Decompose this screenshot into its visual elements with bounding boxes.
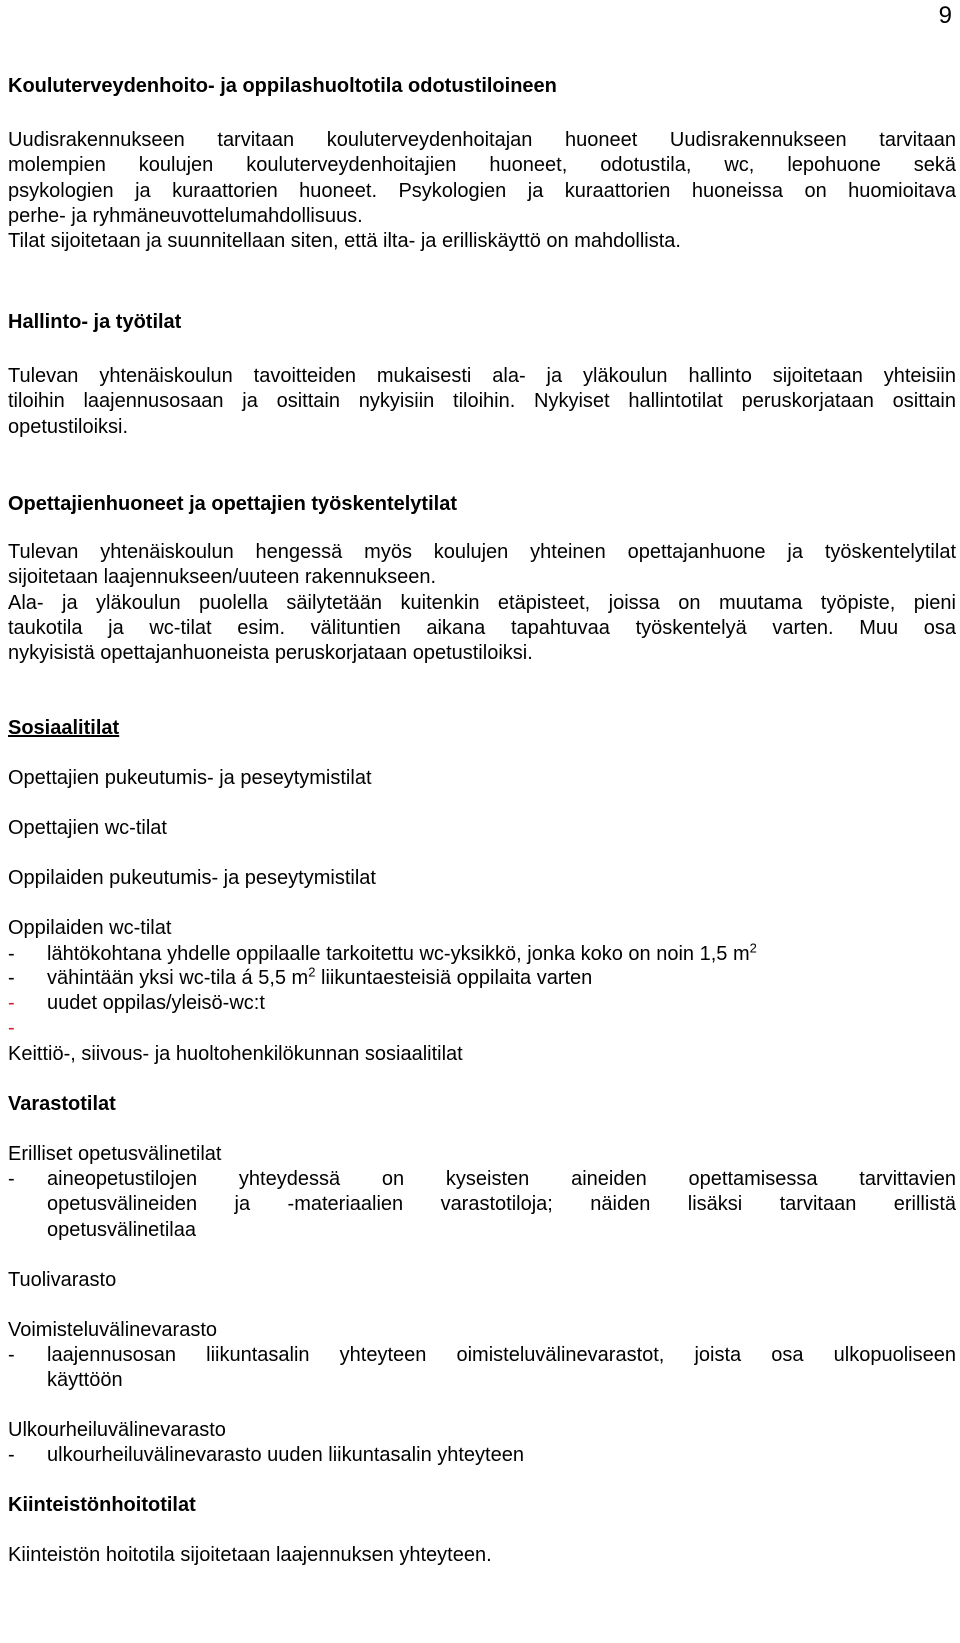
text-line: laajennusosan liikuntasalin yhteyteen oimisteluvälinevarastot, joista osa ulkopuoliseen — [47, 1344, 956, 1366]
list-bullet: - — [8, 1344, 15, 1366]
text-line: perhe- ja ryhmäneuvottelumahdollisuus. — [8, 204, 363, 227]
storage-subheading: Voimisteluvälinevarasto — [8, 1319, 217, 1341]
paragraph-property-maintenance: Kiinteistön hoitotila sijoitetaan laajennuksen yhteyteen. — [8, 1544, 492, 1566]
superscript: 2 — [308, 964, 316, 980]
text-line: aineopetustilojen yhteydessä on kyseisten aineiden opettamisessa tarvittavien — [47, 1168, 956, 1190]
text-line: Tulevan yhtenäiskoulun hengessä myös koulujen yhteinen opettajanhuone ja työskentelytilat — [8, 541, 956, 563]
text-line: tiloihin laajennusosaan ja osittain nykyisiin tiloihin. Nykyiset hallintotilat peruskorjataan osittain — [8, 390, 956, 413]
social-item: Keittiö-, siivous- ja huoltohenkilökunnan sosiaalitilat — [8, 1043, 463, 1065]
list-bullet: - — [8, 943, 15, 965]
storage-subheading: Erilliset opetusvälinetilat — [8, 1143, 222, 1165]
storage-subheading: Ulkourheiluvälinevarasto — [8, 1419, 226, 1441]
text-line: Ala- ja yläkoulun puolella säilytetään kuitenkin etäpisteet, joissa on muutama työpiste, pieni — [8, 591, 956, 614]
text-line: opetusvälineiden ja -materiaalien varastotiloja; näiden lisäksi tarvitaan erillistä — [47, 1193, 956, 1216]
section-heading-administration: Hallinto- ja työtilat — [8, 311, 182, 333]
page-number: 9 — [938, 2, 952, 29]
social-item: Oppilaiden pukeutumis- ja peseytymistilat — [8, 867, 376, 889]
text-line: Tulevan yhtenäiskoulun tavoitteiden mukaisesti ala- ja yläkoulun hallinto sijoitetaan yhteisiin — [8, 365, 956, 387]
list-item-text: lähtökohtana yhdelle oppilaalle tarkoitettu wc-yksikkö, jonka koko on noin 1,5 m — [47, 943, 750, 965]
list-item — [47, 942, 956, 967]
text-line: sijoitetaan laajennukseen/uuteen rakennukseen. — [8, 566, 437, 589]
list-item — [47, 1443, 956, 1468]
paragraph-teachers-rooms — [8, 540, 956, 666]
list-item — [47, 966, 956, 991]
list-bullet: - — [8, 1017, 15, 1039]
paragraph-administration — [8, 364, 956, 440]
text-line: taukotila ja wc-tilat esim. välituntien aikana tapahtuvaa työskentelyä varten. Muu osa — [8, 616, 956, 639]
list-item — [47, 1343, 956, 1394]
text-line: käyttöön — [47, 1369, 123, 1392]
list-bullet: - — [8, 1168, 15, 1190]
section-heading-property-maintenance: Kiinteistönhoitotilat — [8, 1494, 196, 1516]
storage-subheading: Tuolivarasto — [8, 1269, 117, 1291]
text-line: molempien koulujen kouluterveydenhoitajien huoneet, odotustila, wc, lepohuone sekä — [8, 154, 956, 177]
text-line: opetustiloiksi. — [8, 415, 129, 438]
list-item — [47, 991, 956, 1016]
list-item-text: vähintään yksi wc-tila á 5,5 m — [47, 967, 309, 989]
section-heading-health-care: Kouluterveydenhoito- ja oppilashuoltotila odotustiloineen — [8, 75, 557, 97]
social-item: Oppilaiden wc-tilat — [8, 917, 172, 939]
list-bullet: - — [8, 1444, 15, 1466]
section-heading-storage: Varastotilat — [8, 1093, 116, 1115]
social-item: Opettajien wc-tilat — [8, 817, 167, 839]
social-item: Opettajien pukeutumis- ja peseytymistilat — [8, 767, 372, 789]
superscript: 2 — [749, 940, 757, 956]
list-bullet: - — [8, 992, 15, 1014]
list-item-text: ulkourheiluvälinevarasto uuden liikuntasalin yhteyteen — [47, 1444, 524, 1466]
section-heading-teachers-rooms: Opettajienhuoneet ja opettajien työskentelytilat — [8, 493, 457, 515]
text-line: nykyisistä opettajanhuoneista peruskorjataan opetustiloiksi. — [8, 642, 533, 665]
list-bullet: - — [8, 967, 15, 989]
text-line: psykologien ja kuraattorien huoneet. Psykologien ja kuraattorien huoneissa on huomioitava — [8, 179, 956, 202]
text-line: Tilat sijoitetaan ja suunnitellaan siten, että ilta- ja erilliskäyttö on mahdollista. — [8, 230, 681, 253]
list-item-text: uudet oppilas/yleisö-wc:t — [47, 992, 265, 1014]
section-heading-social: Sosiaalitilat — [8, 717, 120, 739]
text-line: Uudisrakennukseen tarvitaan kouluterveydenhoitajan huoneet Uudisrakennukseen tarvitaan — [8, 129, 956, 151]
list-item-text: liikuntaesteisiä oppilaita varten — [315, 967, 593, 989]
text-line: opetusvälinetilaa — [47, 1218, 196, 1241]
list-item — [47, 1167, 956, 1243]
paragraph-health-care — [8, 128, 956, 254]
